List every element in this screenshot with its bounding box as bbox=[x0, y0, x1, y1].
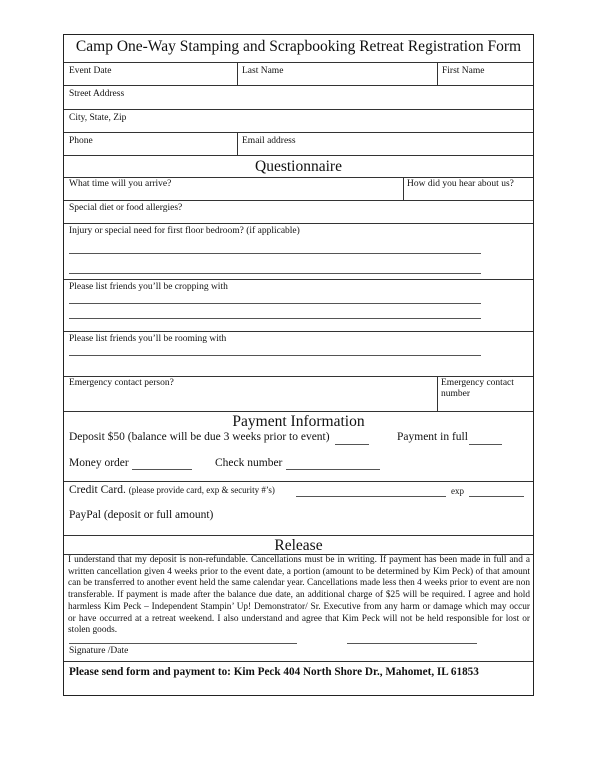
street-address-field[interactable]: Street Address bbox=[69, 89, 125, 99]
rooming-friends-field[interactable]: Please list friends you’ll be rooming with bbox=[69, 334, 227, 344]
writing-line bbox=[69, 355, 481, 356]
phone-field[interactable]: Phone bbox=[69, 136, 93, 146]
injury-field[interactable]: Injury or special need for first floor bedroom? (if applicable) bbox=[69, 226, 300, 236]
emergency-contact-number-field[interactable]: Emergency contact number bbox=[441, 378, 514, 399]
release-heading: Release bbox=[274, 537, 323, 554]
payment-heading: Payment Information bbox=[232, 413, 365, 430]
release-text: I understand that my deposit is non-refundable. Cancellations must be in writing. If payment has been made in full and a written cancellation given 4 weeks prior to the event date, a portion (amount to be determined by Kim Peck) of that amount can be transferred to another event held the same calendar year. Cancellations made less then 4 weeks prior to event are non transferable. If payment is made after the balance due date, an additional charge of $25 will be required. I agree and hold harmless Kim Peck – Independent Stampin’ Up! Demonstrator/ Sr. Executive from any harm or damage which may occur or have occurred at a retreat weekend. I also understand and agree that Kim Peck will not be held responsible for lost or stolen goods. bbox=[68, 555, 530, 636]
credit-card-label: Credit Card. (please provide card, exp & security #’s) bbox=[69, 484, 275, 496]
signature-label: Signature /Date bbox=[69, 646, 129, 656]
last-name-field[interactable]: Last Name bbox=[242, 66, 284, 76]
questionnaire-heading: Questionnaire bbox=[255, 158, 342, 175]
credit-card-note: (please provide card, exp & security #’s) bbox=[128, 485, 275, 495]
writing-line bbox=[69, 303, 481, 304]
paypal-label: PayPal (deposit or full amount) bbox=[69, 509, 214, 521]
check-number-blank[interactable] bbox=[286, 469, 380, 470]
mailing-instructions: Please send form and payment to: Kim Peck 404 North Shore Dr., Mahomet, IL 61853 bbox=[69, 666, 479, 678]
deposit-label: Deposit $50 (balance will be due 3 weeks prior to event) bbox=[69, 431, 330, 443]
payment-in-full-blank[interactable] bbox=[469, 444, 502, 445]
referral-source-field[interactable]: How did you hear about us? bbox=[407, 179, 514, 189]
cropping-friends-field[interactable]: Please list friends you’ll be cropping with bbox=[69, 282, 228, 292]
credit-card-blank[interactable] bbox=[296, 496, 446, 497]
first-name-field[interactable]: First Name bbox=[442, 66, 485, 76]
emergency-contact-person-field[interactable]: Emergency contact person? bbox=[69, 378, 174, 388]
writing-line bbox=[69, 273, 481, 274]
arrival-time-field[interactable]: What time will you arrive? bbox=[69, 179, 172, 189]
writing-line bbox=[69, 253, 481, 254]
date-line[interactable] bbox=[347, 643, 477, 644]
money-order-blank[interactable] bbox=[132, 469, 192, 470]
signature-line[interactable] bbox=[69, 643, 297, 644]
exp-label: exp bbox=[451, 486, 464, 496]
exp-blank[interactable] bbox=[469, 496, 524, 497]
registration-form bbox=[63, 34, 534, 696]
payment-in-full-label: Payment in full bbox=[397, 431, 468, 443]
writing-line bbox=[69, 318, 481, 319]
special-diet-field[interactable]: Special diet or food allergies? bbox=[69, 203, 183, 213]
deposit-blank[interactable] bbox=[335, 444, 369, 445]
form-title: Camp One-Way Stamping and Scrapbooking Retreat Registration Form bbox=[75, 38, 522, 55]
city-state-zip-field[interactable]: City, State, Zip bbox=[69, 113, 127, 123]
check-number-label: Check number bbox=[215, 457, 283, 469]
money-order-label: Money order bbox=[69, 457, 129, 469]
event-date-field[interactable]: Event Date bbox=[69, 66, 112, 76]
divider bbox=[64, 62, 533, 63]
email-field[interactable]: Email address bbox=[242, 136, 296, 146]
